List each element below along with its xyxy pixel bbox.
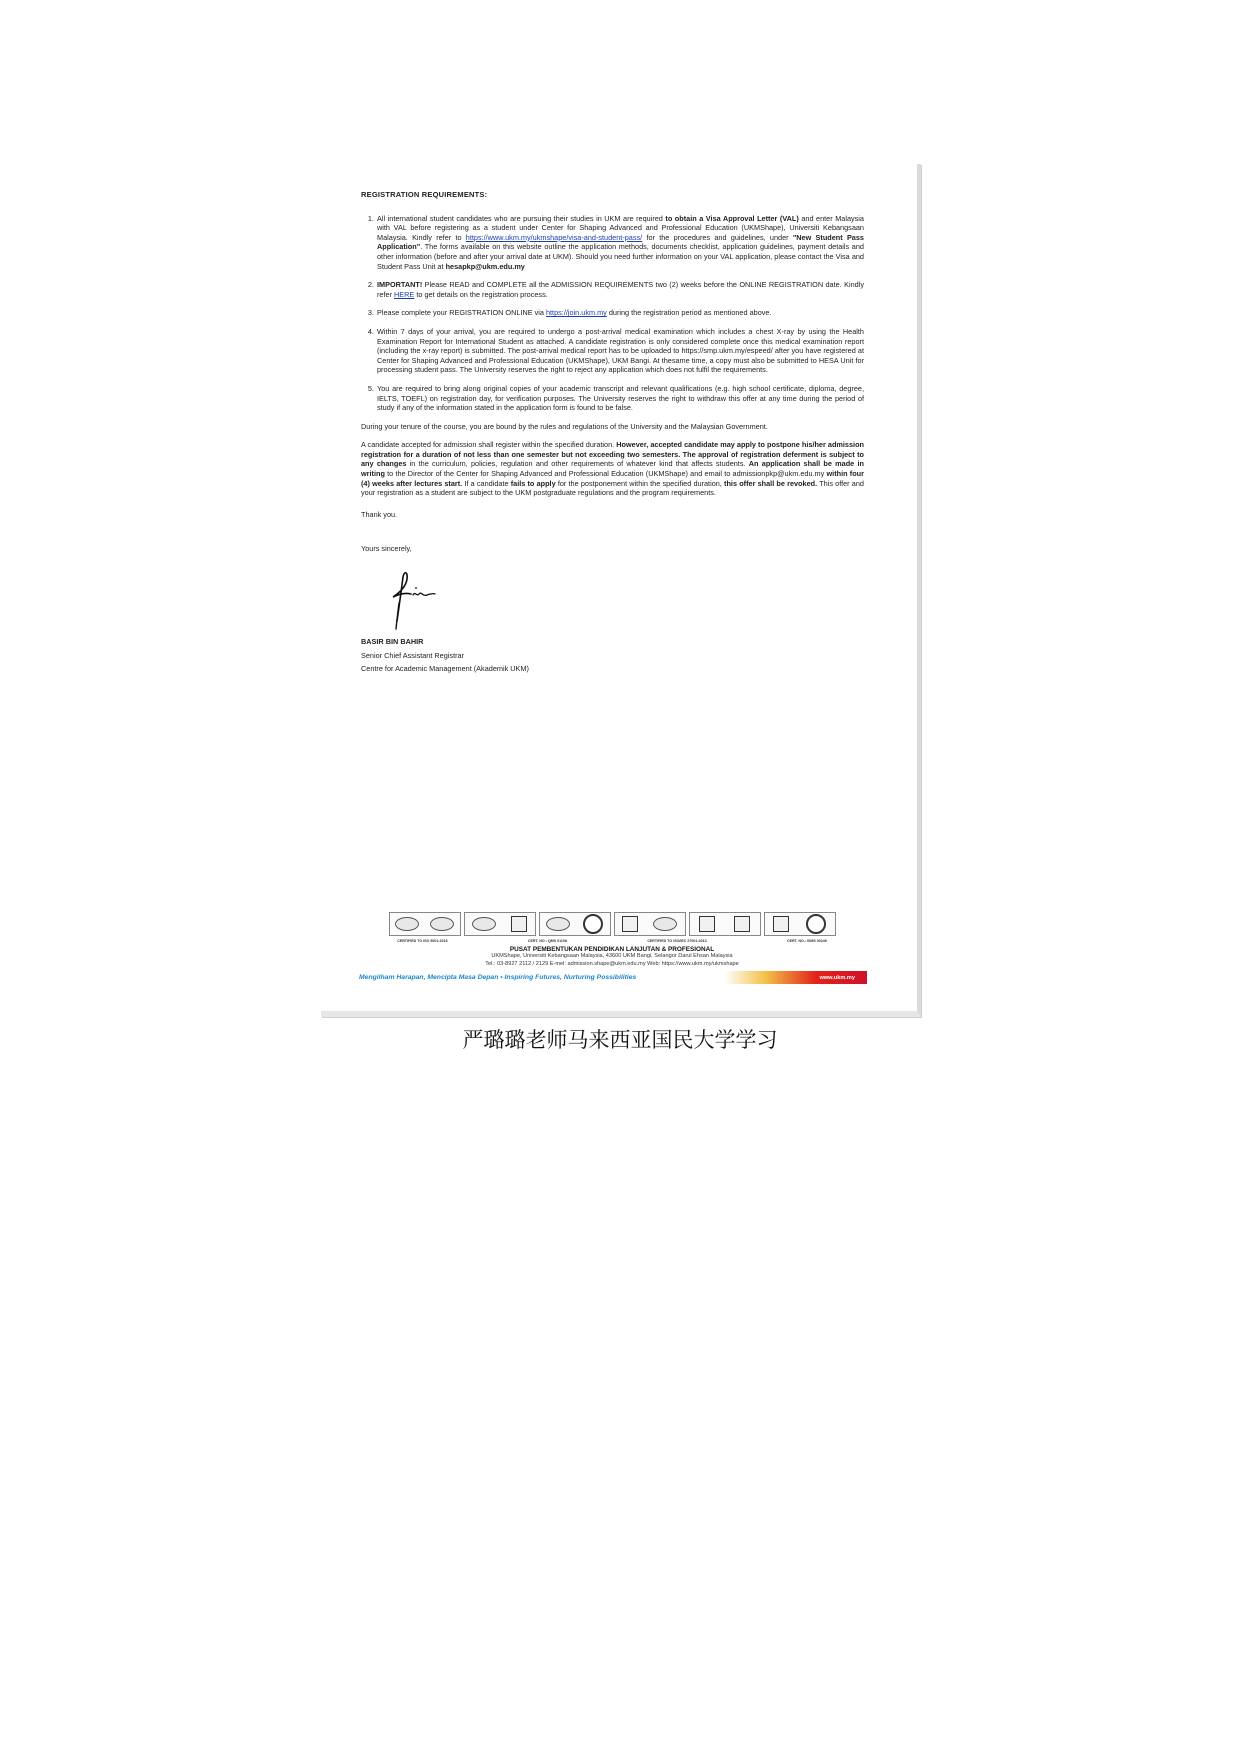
letterhead-footer — [357, 912, 867, 984]
cert-logo-3 — [539, 912, 611, 936]
requirement-item-3: 3. Please complete your REGISTRATION ONLINE via https://join.ukm.my during the registration period as mentioned above. — [376, 308, 864, 318]
signature — [361, 563, 864, 637]
cert-logo-6 — [764, 912, 836, 936]
signer-title: Senior Chief Assistant Registrar — [361, 650, 465, 660]
requirement-item-2: 2. IMPORTANT! Please READ and COMPLETE all the ADMISSION REQUIREMENTS two (2) weeks before the ONLINE REGISTRATION date. Kindly refer HERE to get details on the registration process. — [376, 280, 864, 299]
certification-labels: CERTIFIED TO ISO 9001:2015 CERT. NO.: QMS 01108 CERTIFIED TO ISO/IEC 27001:2013 CERT. NO.: ISMS 00249 — [397, 939, 827, 943]
signer-name: BASIR BIN BAHIR — [361, 637, 424, 647]
organization-name: PUSAT PEMBENTUKAN PENDIDIKAN LANJUTAN & PROFESIONAL — [509, 946, 715, 953]
organization-contact: Tel.: 03-8927 2112 / 2129 E-mel: admission.shape@ukm.edu.my Web: https://www.ukm.my/ukmshape — [485, 960, 739, 967]
signer-department: Centre for Academic Management (Akademik UKM) — [361, 664, 529, 674]
tenure-paragraph: During your tenure of the course, you are bound by the rules and regulations of the University and the Malaysian Government. — [361, 421, 768, 431]
visa-link[interactable]: https://www.ukm.my/ukmshape/visa-and-student-pass/ — [465, 232, 643, 242]
tagline: Mengilham Harapan, Mencipta Masa Depan • Inspiring Futures, Nurturing Possibilities — [359, 974, 637, 981]
here-link[interactable]: HERE — [394, 289, 415, 299]
cert-logo-2 — [464, 912, 536, 936]
letter-body — [361, 190, 864, 678]
organization-address: UKMShape, Universiti Kebangsaan Malaysia, 43600 UKM Bangi, Selangor Darul Ehsan Malaysia — [491, 953, 733, 959]
requirement-item-4: 4. Within 7 days of your arrival, you are required to undergo a post-arrival medical examination which includes a chest X-ray by using the Health Examination Report for International Student as attached. A candidate registration is only considered complete once this medical examination report (including the x-ray report) is submitted. The post-arrival medical report has to be uploaded to https://smp.ukm.my/espeed/ after you have registered at Center for Shaping Advanced and Professional Education (UKMShape), UKM Bangi. At thesame time, a copy must also be submitted to HESA Unit for processing student pass. The University reserves the right to reject any application which does not fulfil the requirements. — [376, 327, 864, 375]
cert-logo-5 — [689, 912, 761, 936]
letter-heading: REGISTRATION REQUIREMENTS: — [361, 190, 488, 199]
deferment-paragraph: A candidate accepted for admission shall register within the specified duration. However, accepted candidate may apply to postpone his/her admission registration for a duration of not less than one semester but not exceeding two semesters. The approval of registration deferment is subject to any changes in the curriculum, policies, regulation and other requirements of whatever kind that affects students. An application shall be made in writing to the Director of the Center for Shaping Advanced and Professional Education (UKMShape) and email to admissionpkp@ukm.edu.my within four (4) weeks after lectures start. If a candidate fails to apply for the postponement within the specified duration, this offer shall be revoked. This offer and your registration as a student are subject to the UKM postgraduate regulations and the program requirements. — [361, 440, 864, 498]
image-caption: 严璐璐老师马来西亚国民大学学习 — [462, 1028, 778, 1052]
requirements-list — [361, 214, 864, 413]
requirement-item-1: 1. All international student candidates who are pursuing their studies in UKM are required to obtain a Visa Approval Letter (VAL) and enter Malaysia with VAL before registering as a student under Center for Shaping Advanced and Professional Education (UKMShape), Universiti Kebangsaan Malaysia. Kindly refer to https://www.ukm.my/ukmshape/visa-and-student-pass/ for the procedures and guidelines, under "New Student Pass Application". The forms available on this website outline the application methods, documents checklist, application guidelines, payment details and other information (before and after your arrival date at UKM). Should you need further information on your VAL application, please contact the Visa and Student Pass Unit at hesapkp@ukm.edu.my — [376, 214, 864, 272]
website-label: www.ukm.my — [819, 974, 855, 981]
scanned-letter — [321, 164, 921, 1017]
certification-logos — [357, 912, 867, 936]
join-link[interactable]: https://join.ukm.my — [545, 308, 607, 318]
tagline-bar — [357, 971, 867, 984]
signature-image — [377, 563, 457, 637]
closing-line: Yours sincerely, — [361, 544, 412, 554]
thanks-line: Thank you. — [361, 509, 398, 519]
requirement-item-5: 5. You are required to bring along original copies of your academic transcript and relevant qualifications (e.g. high school certificate, diploma, degree, IELTS, TOEFL) on registration day, for verification purposes. The University reserves the right to withdraw this offer at any time during the period of study if any of the information stated in the application form is found to be false. — [376, 384, 864, 413]
cert-logo-4 — [614, 912, 686, 936]
cert-logo-1 — [389, 912, 461, 936]
